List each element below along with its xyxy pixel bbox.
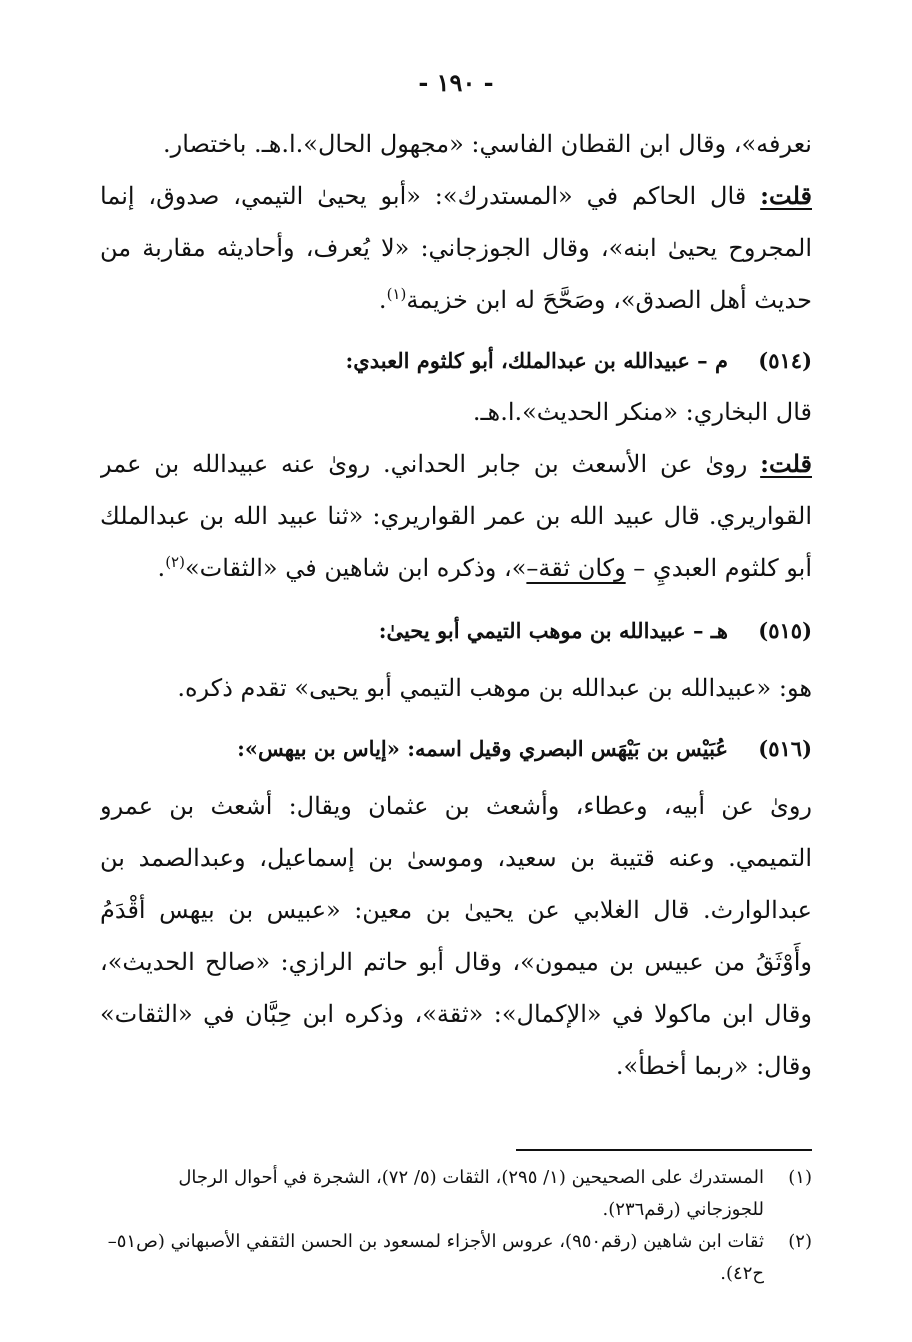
entry-515-line-1: هو: «عبيدالله بن عبدالله بن موهب التيمي أبو يحيى» تقدم ذكره. xyxy=(177,674,812,702)
entry-516-body xyxy=(100,780,812,1092)
entry-514-line-4a: أبو كلثوم العبديِ – xyxy=(625,554,812,582)
intro-line-3: المجروح يحيىٰ ابنه»، وقال الجوزجاني: «لا يُعرف، وأحاديثه مقاربة من xyxy=(100,234,812,262)
entry-514-line-4-end: . xyxy=(157,554,166,582)
entry-number: (٥١٤) xyxy=(758,348,812,373)
entry-516-line-2: التميمي. وعنه قتيبة بن سعيد، وموسىٰ بن إسماعيل، وعبدالصمد بن xyxy=(100,844,812,872)
entry-514-line-4b: »، وذكره ابن شاهين في «الثقات» xyxy=(184,554,527,582)
intro-line-4-text: حديث أهل الصدق»، وصَحَّحَ له ابن خزيمة xyxy=(406,286,812,314)
entry-514-body xyxy=(100,386,812,594)
entry-number: (٥١٦) xyxy=(758,736,812,761)
entry-514-line-4 xyxy=(100,542,812,594)
footnote-number: (١) xyxy=(788,1167,812,1188)
underlined-phrase: وكان ثقة– xyxy=(526,554,626,582)
entry-515-heading xyxy=(100,618,812,658)
entry-515-body xyxy=(100,662,812,714)
footnote-number: (٢) xyxy=(788,1231,812,1252)
footnotes xyxy=(100,1162,812,1290)
footnote-text: المستدرك على الصحيحين (١/ ٢٩٥)، الثقات (٥/ ٧٢)، الشجرة في أحوال الرجال للجوزجاني (رقم٢٣٦). xyxy=(178,1167,764,1220)
entry-number: (٥١٥) xyxy=(758,618,812,643)
entry-514-line-3: القواريري. قال عبيد الله بن عمر القواريري: «ثنا عبيد الله بن عبدالملك xyxy=(100,502,812,530)
entry-516-line-3: عبدالوارث. قال الغلابي عن يحيىٰ بن معين: «عبيس بن بيهس أقْدَمُ xyxy=(100,896,812,924)
entry-title: م – عبيدالله بن عبدالملك، أبو كلثوم العبدي: xyxy=(345,348,728,373)
page-number: - ١٩٠ - xyxy=(418,68,494,97)
footnote-text: ثقات ابن شاهين (رقم٩٥٠)، عروس الأجزاء لمسعود بن الحسن الثقفي الأصبهاني (ص٥١–ح٤٢). xyxy=(107,1231,764,1284)
entry-514-line-2 xyxy=(100,438,812,490)
intro-line-1: نعرفه»، وقال ابن القطان الفاسي: «مجهول الحال».ا.هـ. باختصار. xyxy=(163,130,812,158)
qult-label: قلت: xyxy=(760,181,812,210)
entry-514-heading xyxy=(100,348,812,388)
entry-516-line-5: وقال ابن ماكولا في «الإكمال»: «ثقة»، وذكره ابن حِبَّان في «الثقات» xyxy=(100,1000,812,1028)
entry-516-line-6: وقال: «ربما أخطأ». xyxy=(615,1052,812,1080)
entry-516-line-1: روىٰ عن أبيه، وعطاء، وأشعث بن عثمان ويقال: أشعث بن عمرو xyxy=(100,792,812,820)
footnote-1 xyxy=(100,1162,812,1226)
entry-514-line-2-text: روىٰ عن الأسعث بن جابر الحداني. روىٰ عنه عبيدالله بن عمر xyxy=(100,450,761,478)
intro-line-4 xyxy=(100,274,812,326)
footnote-divider xyxy=(516,1149,812,1151)
footnote-ref-1[interactable]: (١) xyxy=(386,285,407,303)
entry-title: هـ – عبيدالله بن موهب التيمي أبو يحيىٰ: xyxy=(378,618,728,643)
intro-line-2-text: قال الحاكم في «المستدرك»: «أبو يحيىٰ التيمي، صدوق، إنما xyxy=(100,182,761,210)
entry-title: عُبَيْس بن بَيْهَس البصري وقيل اسمه: «إياس بن بيهس»: xyxy=(237,736,728,761)
footnote-ref-2[interactable]: (٢) xyxy=(165,553,185,571)
intro-paragraph xyxy=(100,118,812,326)
qult-label: قلت: xyxy=(760,449,812,478)
entry-516-line-4: وأَوْثَقُ من عبيس بن ميمون»، وقال أبو حاتم الرازي: «صالح الحديث»، xyxy=(100,948,812,976)
footnote-2 xyxy=(100,1226,812,1290)
intro-line-4-end: . xyxy=(378,286,387,314)
intro-line-2 xyxy=(100,170,812,222)
entry-516-heading xyxy=(100,736,812,776)
entry-514-line-1: قال البخاري: «منكر الحديث».ا.هـ. xyxy=(472,398,812,426)
